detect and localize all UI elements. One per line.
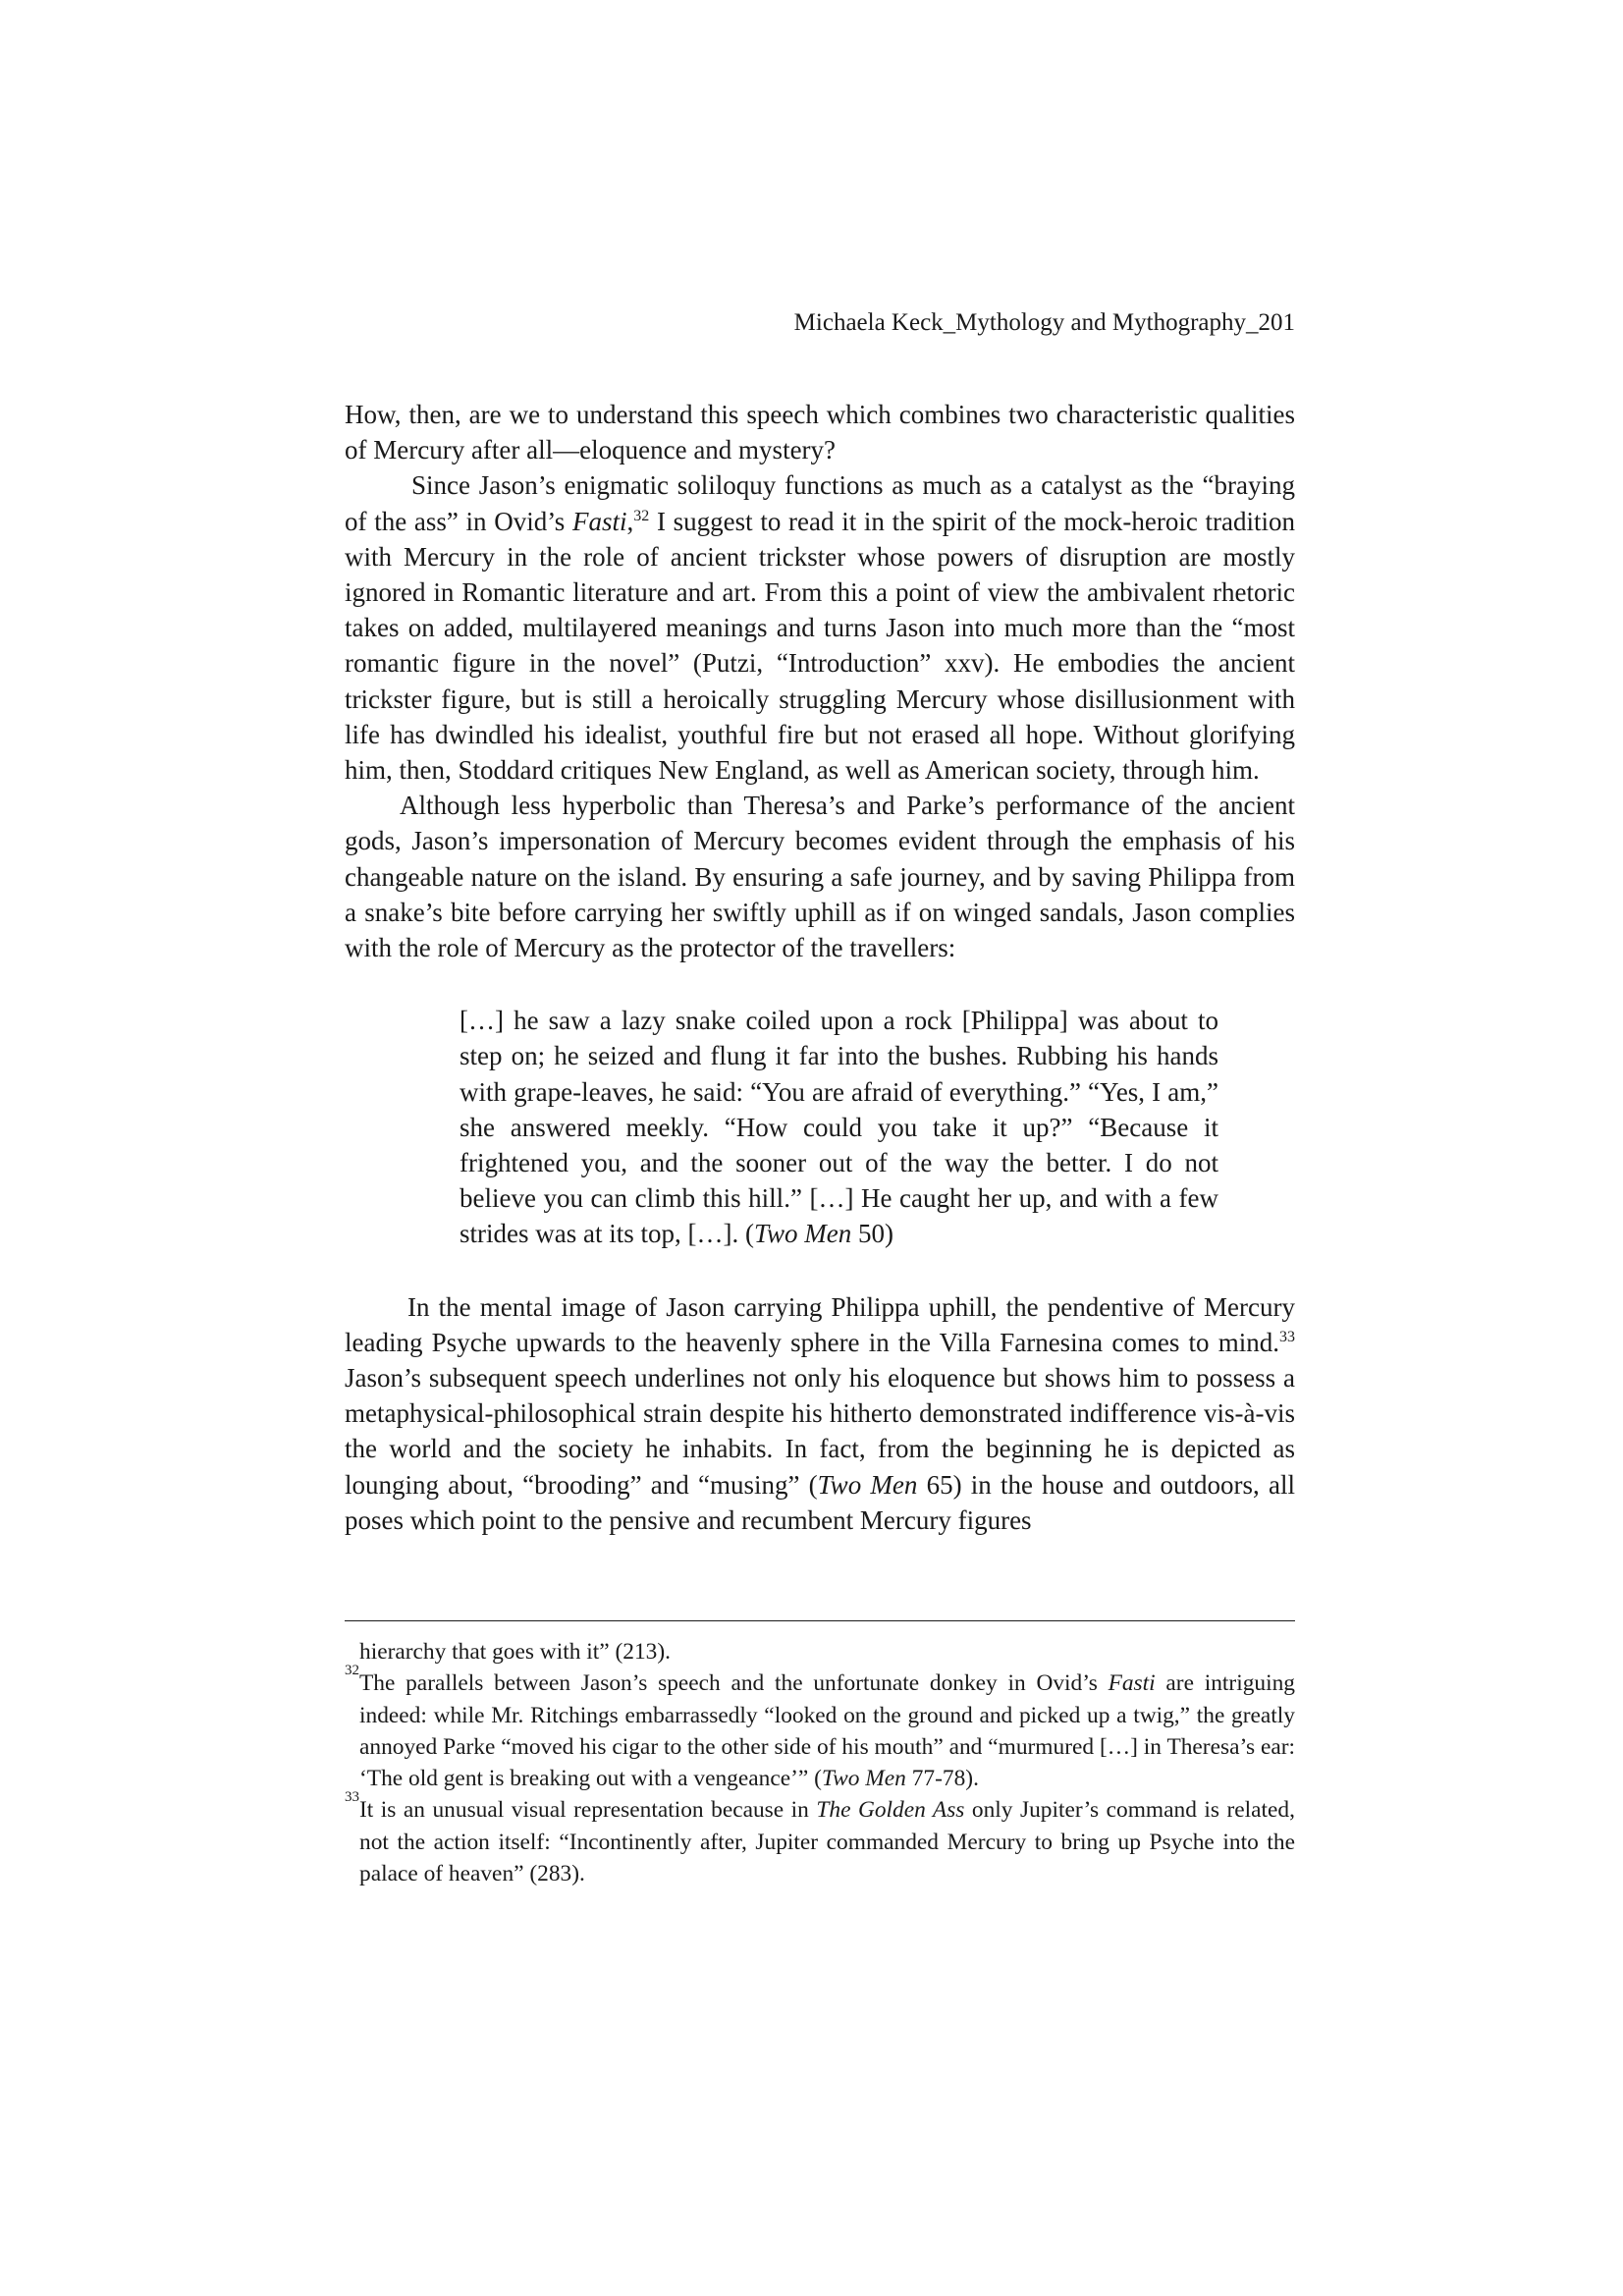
- comma: ,: [626, 506, 634, 536]
- block-quote-citation: 50): [851, 1219, 893, 1249]
- paragraph-4-end: 65) in the house and outdoors, all poses which point to the pensive and recumbent Mercury figures: [345, 1469, 1295, 1535]
- footnote-33-text-b: only Jupiter’s command is related, not the action itself: “Incontinently after, Jupiter commanded Mercury to bring up Psyche into the palace of heaven” (283).: [359, 1797, 1295, 1887]
- block-quote: [460, 1003, 1218, 1251]
- block-quote-text: […] he saw a lazy snake coiled upon a rock [Philippa] was about to step on; he seized and flung it far into the bushes. Rubbing his hands with grape-leaves, he said: “You are afraid of everything.” “Yes, I am,” she answered meekly. “How could you take it up?” “Because it frightened you, and the sooner out of the way the better. I do not believe you can climb this hill.” […] He caught her up, and with a few strides was at its top, […]. (: [460, 1006, 1218, 1249]
- footnote-ref-33[interactable]: 33: [1279, 1328, 1295, 1345]
- footnote-33-text-a: It is an unusual visual representation because in: [359, 1797, 817, 1824]
- body-text: [345, 397, 1295, 1538]
- footnote-number-33: 33: [345, 1789, 359, 1806]
- footnotes: [345, 1636, 1295, 1889]
- paragraph-2-rest: I suggest to read it in the spirit of the mock-heroic tradition with Mercury in the role of ancient trickster whose powers of disruption are mostly ignored in Romantic literature and art. From this a point of view the ambivalent rhetoric takes on added, multilayered meanings and turns Jason into much more than the “most romantic figure in the novel” (Putzi, “Introduction” xxv). He embodies the ancient trickster figure, but is still a heroically struggling Mercury whose disillusionment with life has dwindled his idealist, youthful fire but not erased all hope. Without glorifying him, then, Stoddard critiques New England, as well as American society, through him.: [345, 506, 1295, 786]
- paragraph-3: Although less hyperbolic than Theresa’s and Parke’s performance of the ancient gods, Jason’s impersonation of Mercury becomes evident through the emphasis of his changeable nature on the island. By ensuring a safe journey, and by saving Philippa from a snake’s bite before carrying her swiftly uphill as if on winged sandals, Jason complies with the role of Mercury as the protector of the travellers:: [345, 791, 1295, 963]
- title-two-men: Two Men: [753, 1219, 852, 1249]
- title-fasti: Fasti: [1108, 1670, 1156, 1697]
- footnote-rule: [345, 1620, 1295, 1621]
- title-two-men: Two Men: [817, 1469, 918, 1500]
- running-head: Michaela Keck_Mythology and Mythography_201: [793, 309, 1295, 336]
- footnote-ref-32[interactable]: 32: [633, 507, 650, 524]
- footnote-continuation: hierarchy that goes with it” (213).: [359, 1639, 671, 1665]
- paragraph-1: How, then, are we to understand this speech which combines two characteristic qualities of Mercury after all—eloquence and mystery?: [345, 400, 1295, 465]
- paragraph-2: [345, 467, 1295, 788]
- footnote-number-32: 32: [345, 1663, 359, 1679]
- paragraph-4-middle: Jason’s subsequent speech underlines not only his eloquence but shows him to possess a metaphysical-philosophical strain despite his hitherto demonstrated indifference vis-à-vis the world and the society he inhabits. In fact, from the beginning he is depicted as lounging about, “brooding” and “musing” (: [345, 1363, 1295, 1500]
- footnote-32-text-c: 77-78).: [905, 1766, 979, 1792]
- footnote-32: [345, 1663, 1295, 1794]
- footnote-32-text-b: are intriguing indeed: while Mr. Ritchings embarrassedly “looked on the ground and picked up a twig,” the greatly annoyed Parke “moved his cigar to the other side of his mouth” and “murmured […] in Theresa’s ear: ‘The old gent is breaking out with a vengeance’” (: [359, 1670, 1295, 1792]
- footnote-33: [345, 1789, 1295, 1889]
- title-fasti: Fasti: [571, 506, 627, 536]
- paragraph-2-start: Since Jason’s enigmatic soliloquy functions as much as a catalyst as the “braying of the ass” in Ovid’s: [345, 470, 1295, 536]
- paragraph-4: [345, 1289, 1295, 1538]
- footnote-32-text-a: The parallels between Jason’s speech and the unfortunate donkey in Ovid’s: [359, 1670, 1109, 1697]
- title-two-men: Two Men: [821, 1766, 906, 1792]
- paragraph-4-start: In the mental image of Jason carrying Philippa uphill, the pendentive of Mercury leading Psyche upwards to the heavenly sphere in the Villa Farnesina comes to mind.: [345, 1291, 1295, 1357]
- title-golden-ass: The Golden Ass: [816, 1797, 965, 1824]
